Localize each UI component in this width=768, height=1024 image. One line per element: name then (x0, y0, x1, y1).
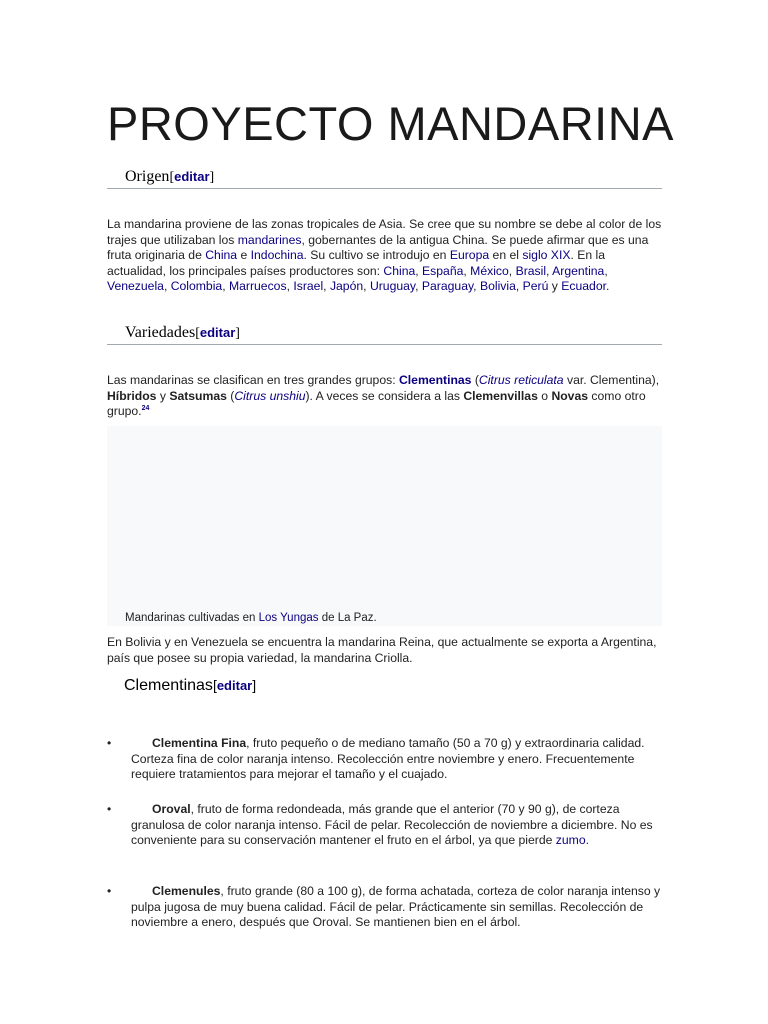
link-country[interactable]: México (470, 263, 509, 278)
link-citrus-unshiu[interactable]: Citrus unshiu (234, 388, 306, 403)
link-country[interactable]: China (383, 263, 416, 278)
variedades-heading-text: Variedades (125, 324, 196, 341)
link-country[interactable]: Bolivia (479, 279, 516, 293)
link-country[interactable]: España (422, 263, 464, 278)
link-country[interactable]: Brasil (515, 263, 547, 278)
origen-heading-text: Origen (125, 168, 170, 185)
figure-image-placeholder (107, 426, 662, 626)
edit-variedades-link[interactable]: editar (199, 325, 236, 340)
variety-name: Clemenules (152, 884, 221, 898)
link-zumo[interactable]: zumo (555, 833, 586, 847)
link-country[interactable]: Paraguay (421, 279, 474, 293)
edit-clementinas-link[interactable]: editar (216, 678, 253, 693)
country-list: China, España, México, Brasil, Argentina, Venezuela, Colombia, Marruecos, Israel, Japón, Uruguay, Paraguay, Bolivia, Perú (107, 263, 608, 293)
edit-origen-link[interactable]: editar (174, 169, 210, 184)
link-china[interactable]: China (205, 248, 238, 262)
novas-term: Novas (551, 388, 589, 403)
reference-24[interactable]: 24 (141, 404, 150, 412)
clemenvillas-term: Clemenvillas (463, 388, 538, 403)
link-country[interactable]: Venezuela (107, 279, 164, 293)
satsumas-term: Satsumas (169, 388, 227, 403)
page-title: PROYECTO MANDARINA (107, 97, 674, 150)
clementinas-heading-text: Clementinas (124, 677, 213, 694)
link-siglo-xix[interactable]: siglo XIX (522, 248, 571, 262)
bolivia-paragraph: En Bolivia y en Venezuela se encuentra la mandarina Reina, que actualmente se exporta a Argentina, país que posee su propia variedad, la mandarina Criolla. (107, 635, 657, 665)
link-country-ecuador[interactable]: Ecuador (561, 279, 606, 293)
link-country[interactable]: Argentina (552, 263, 605, 278)
section-heading-clementinas: Clementinas[editar] (124, 677, 257, 694)
link-country[interactable]: Japón (329, 279, 364, 293)
link-country[interactable]: Perú (522, 279, 549, 293)
figure-caption: Mandarinas cultivadas en Los Yungas de La Paz. (125, 612, 377, 624)
link-clementinas[interactable]: Clementinas (398, 373, 472, 387)
variety-name: Clementina Fina (152, 736, 247, 750)
link-country[interactable]: Colombia (170, 279, 223, 293)
link-europa[interactable]: Europa (449, 248, 490, 262)
origen-paragraph: La mandarina proviene de las zonas tropicales de Asia. Se cree que su nombre se debe al color de los trajes que utilizaban los mandarines, gobernantes de la antigua China. Se puede afirmar que es una fruta originaria de China e Indochina. Su cultivo se introdujo en Europa en el siglo XIX. En la actualidad, los principales países productores son: China, España, México, Brasil, Argentina, Venezuela, Colombia, Marruecos, Israel, Japón, Uruguay, Paraguay, Bolivia, Perú y Ecuador. (107, 217, 662, 293)
link-country[interactable]: Uruguay (369, 279, 416, 293)
bullet-icon: • (107, 802, 112, 816)
hibridos-term: Híbridos (107, 388, 157, 403)
variedades-paragraph: Las mandarinas se clasifican en tres grandes grupos: Clementinas (Citrus reticulata var. Clementina), Híbridos y Satsumas (Citrus unshiu). A veces se considera a las Clemenvillas o Novas como otro grupo.$^{24}$ (107, 373, 660, 418)
link-country[interactable]: Marruecos (228, 279, 287, 293)
link-country[interactable]: Israel (293, 279, 324, 293)
link-mandarines[interactable]: mandarines (237, 232, 302, 247)
link-citrus-reticulata[interactable]: Citrus reticulata (478, 373, 564, 387)
link-los-yungas[interactable]: Los Yungas (258, 612, 319, 624)
link-indochina[interactable]: Indochina (250, 248, 304, 262)
variety-name: Oroval (152, 802, 191, 816)
section-heading-origen: Origen[editar] (107, 168, 662, 189)
section-heading-variedades: Variedades[editar] (107, 324, 662, 345)
bullet-icon: • (107, 884, 112, 898)
bullet-icon: • (107, 736, 112, 750)
